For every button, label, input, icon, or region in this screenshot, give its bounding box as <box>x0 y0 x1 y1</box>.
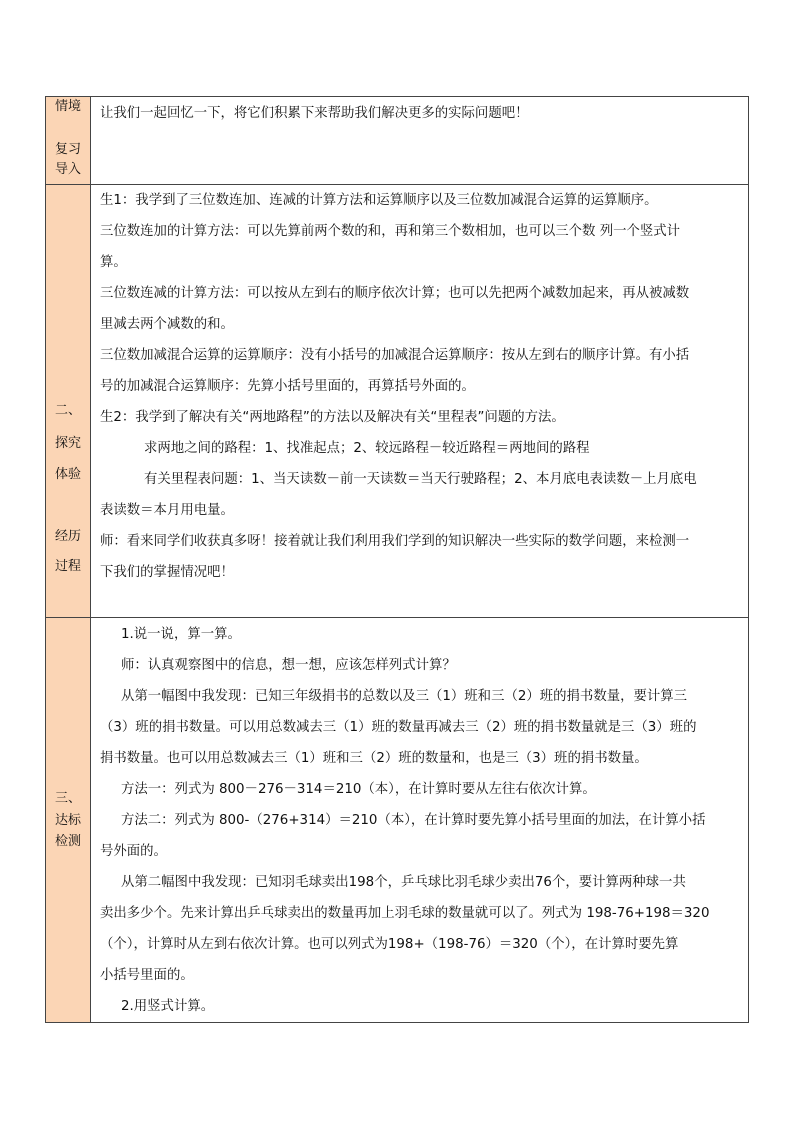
side-label: 经历 <box>54 529 81 544</box>
text-line: 从第二幅图中我发现：已知羽毛球卖出198个，乒乓球比羽毛球少卖出76个，要计算两种球一共 <box>121 875 686 890</box>
text-line: 1.说一说，算一算。 <box>121 627 241 642</box>
content-cell-review <box>91 97 749 185</box>
text-line: 生2：我学到了解决有关“两地路程”的方法以及解决有关“里程表”问题的方法。 <box>100 410 565 425</box>
lesson-table <box>45 96 749 1023</box>
side-label: 探究 <box>54 436 81 451</box>
text-line: 卖出多少个。先来计算出乒乓球卖出的数量再加上羽毛球的数量就可以了。列式为 198-76+198＝320 <box>100 906 710 921</box>
text-line: 有关里程表问题：1、当天读数－前一天读数＝当天行驶路程；2、本月底电表读数－上月底电 <box>144 472 697 487</box>
text-line: 表读数＝本月用电量。 <box>100 503 234 518</box>
side-label: 情境 <box>54 99 81 114</box>
text-line: （个），计算时从左到右依次计算。也可以列式为198+（198-76）＝320（个），在计算时要先算 <box>100 937 679 952</box>
side-label: 达标 <box>54 813 81 828</box>
text-line: 2.用竖式计算。 <box>121 999 215 1014</box>
content-cell-assessment <box>91 618 749 1023</box>
text-line: 三位数连加的计算方法：可以先算前两个数的和，再和第三个数相加，也可以三个数 列一个竖式计 <box>100 224 681 239</box>
text-line: 师：看来同学们收获真多呀！接着就让我们利用我们学到的知识解决一些实际的数学问题，来检测一 <box>100 534 690 549</box>
text-line: 下我们的掌握情况吧！ <box>100 565 234 580</box>
text-line: 生1：我学到了三位数连加、连减的计算方法和运算顺序以及三位数加减混合运算的运算顺序。 <box>100 193 658 208</box>
text-line: 号的加减混合运算顺序：先算小括号里面的，再算括号外面的。 <box>100 379 475 394</box>
text-line: 里减去两个减数的和。 <box>100 317 234 332</box>
side-label: 过程 <box>54 559 81 574</box>
text-line: 号外面的。 <box>100 844 167 859</box>
side-label: 检测 <box>54 834 81 849</box>
text-line: 算。 <box>100 255 127 270</box>
text-line: 让我们一起回忆一下，将它们积累下来帮助我们解决更多的实际问题吧！ <box>100 106 529 121</box>
side-cell-review <box>46 97 91 185</box>
side-label: 导入 <box>54 162 81 177</box>
side-cell-assessment <box>46 618 91 1023</box>
text-line: 从第一幅图中我发现：已知三年级捐书的总数以及三（1）班和三（2）班的捐书数量，要计算三 <box>121 689 688 704</box>
row-review-intro <box>46 97 749 185</box>
text-line: 求两地之间的路程：1、找准起点；2、较远路程－较近路程＝两地间的路程 <box>144 441 590 456</box>
text-line: 三位数连减的计算方法：可以按从左到右的顺序依次计算；也可以先把两个减数加起来，再从被减数 <box>100 286 690 301</box>
text-line: 小括号里面的。 <box>100 968 194 983</box>
text-line: 师：认真观察图中的信息，想一想，应该怎样列式计算？ <box>121 658 456 673</box>
side-label: 体验 <box>54 467 81 482</box>
side-label: 复习 <box>54 142 81 157</box>
side-label: 二、 <box>54 403 81 418</box>
text-line: 捐书数量。也可以用总数减去三（1）班和三（2）班的数量和，也是三（3）班的捐书数量。 <box>100 751 648 766</box>
row-explore <box>46 185 749 618</box>
row-assessment <box>46 618 749 1023</box>
text-line: 方法二：列式为 800-（276+314）＝210（本），在计算时要先算小括号里面的加法，在计算小括 <box>121 813 706 828</box>
text-line: 方法一：列式为 800－276－314＝210（本），在计算时要从左往右依次计算。 <box>121 782 596 797</box>
content-cell-explore <box>91 185 749 618</box>
side-label: 三、 <box>54 791 81 806</box>
text-line: 三位数加减混合运算的运算顺序：没有小括号的加减混合运算顺序：按从左到右的顺序计算。有小括 <box>100 348 690 363</box>
side-cell-explore <box>46 185 91 618</box>
text-line: （3）班的捐书数量。可以用总数减去三（1）班的数量再减去三（2）班的捐书数量就是三（3）班的 <box>100 720 697 735</box>
